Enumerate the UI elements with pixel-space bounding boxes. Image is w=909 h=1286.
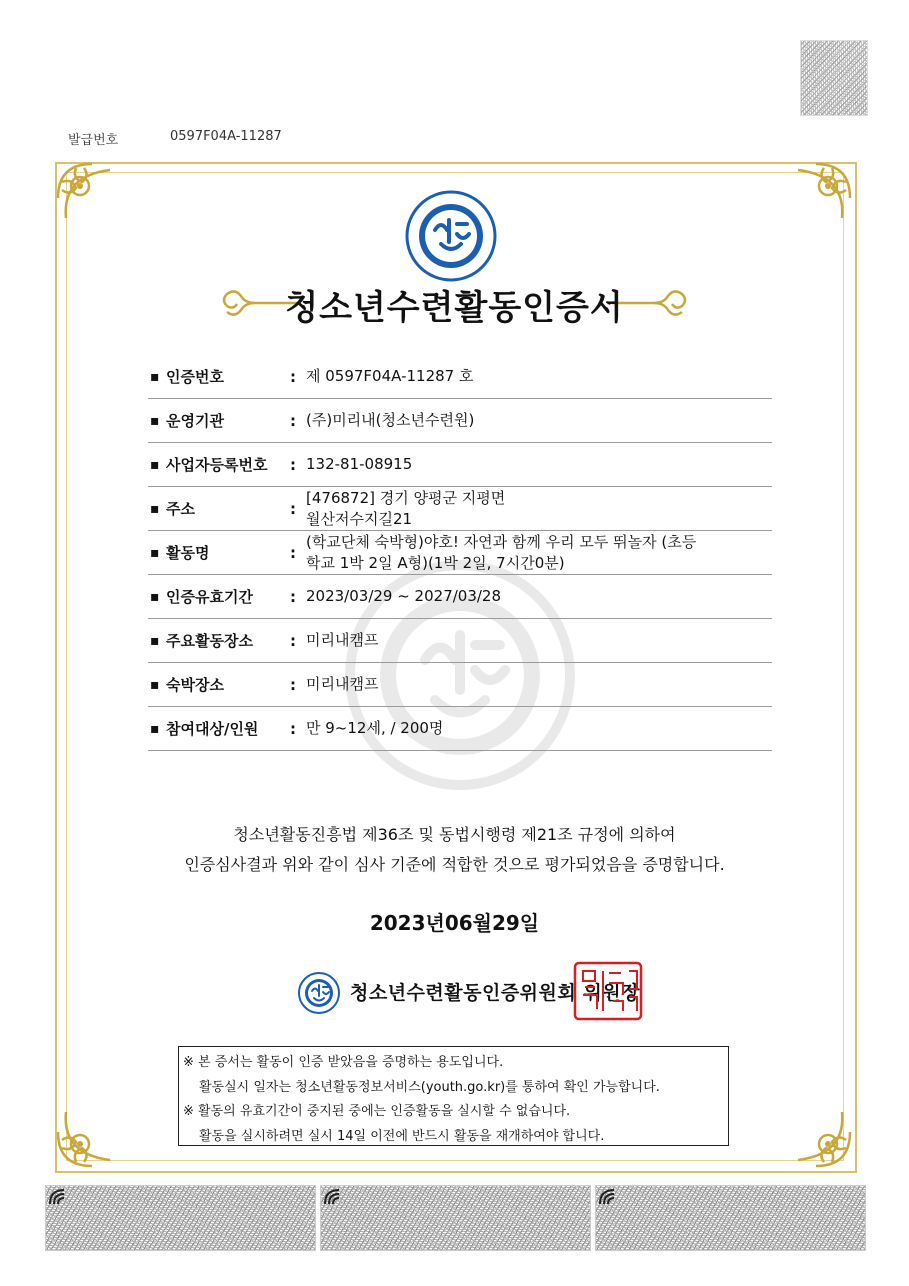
field-label: 운영기관 xyxy=(166,412,224,430)
info-row xyxy=(148,487,772,531)
field-value-line: 월산저수지길21 xyxy=(306,509,413,528)
colon-separator: : xyxy=(290,367,296,386)
certification-statement xyxy=(0,820,909,880)
bullet-icon: ▪ xyxy=(150,544,160,561)
certificate-title: 청소년수련활동인증서 xyxy=(285,288,624,328)
certificate-info-table xyxy=(148,355,772,751)
info-row xyxy=(148,575,772,619)
colon-separator: : xyxy=(290,587,296,606)
bullet-icon: ▪ xyxy=(150,720,160,737)
field-value-line: [476872] 경기 양평군 지평면 xyxy=(306,488,506,507)
notice-line: ※ 활동의 유효기간이 중지된 중에는 인증활동을 실시할 수 없습니다. xyxy=(183,1104,571,1119)
field-value: 만 9~12세, / 200명 xyxy=(306,719,444,737)
field-label: 숙박장소 xyxy=(166,676,224,694)
corner-ornament-icon xyxy=(52,1096,128,1172)
issue-number-value: 0597F04A-11287 xyxy=(170,129,282,144)
notice-box xyxy=(178,1046,729,1146)
colon-separator: : xyxy=(290,499,296,518)
info-row xyxy=(148,443,772,487)
certification-seal-icon xyxy=(405,190,497,282)
field-value: 미리내캠프 xyxy=(306,675,379,693)
field-value: 132-81-08915 xyxy=(306,455,413,473)
field-label: 참여대상/인원 xyxy=(166,720,259,738)
bullet-icon: ▪ xyxy=(150,500,160,517)
committee-logo-icon xyxy=(298,972,340,1014)
bullet-icon: ▪ xyxy=(150,456,160,473)
qr-code-icon xyxy=(800,40,868,116)
statement-line: 청소년활동진흥법 제36조 및 동법시행령 제21조 규정에 의하여 xyxy=(233,825,676,844)
info-row xyxy=(148,355,772,399)
field-value: 2023/03/29 ~ 2027/03/28 xyxy=(306,587,502,605)
colon-separator: : xyxy=(290,631,296,650)
colon-separator: : xyxy=(290,411,296,430)
field-value: 미리내캠프 xyxy=(306,631,379,649)
notice-line: 활동실시 일자는 청소년활동정보서비스(youth.go.kr)를 통하여 확인 가능합니다. xyxy=(199,1079,660,1095)
info-row xyxy=(148,531,772,575)
colon-separator: : xyxy=(290,455,296,474)
issue-number-label: 발급번호 xyxy=(68,133,119,148)
issue-date: 2023년06월29일 xyxy=(369,911,540,935)
info-row xyxy=(148,707,772,751)
field-value xyxy=(306,488,772,530)
bullet-icon: ▪ xyxy=(150,368,160,385)
field-value-line: 학교 1박 2일 A형)(1박 2일, 7시간0분) xyxy=(306,553,565,572)
corner-ornament-icon xyxy=(780,158,856,234)
field-label: 사업자등록번호 xyxy=(166,456,268,474)
security-barcode-icon xyxy=(320,1185,591,1251)
field-label: 인증유효기간 xyxy=(166,588,253,606)
info-row xyxy=(148,399,772,443)
statement-line: 인증심사결과 위와 같이 심사 기준에 적합한 것으로 평가되었음을 증명합니다. xyxy=(184,855,725,874)
field-value: 제 0597F04A-11287 호 xyxy=(306,367,474,385)
security-barcode-icon xyxy=(45,1185,316,1251)
corner-ornament-icon xyxy=(52,158,128,234)
colon-separator: : xyxy=(290,719,296,738)
notice-line: 활동을 실시하려면 실시 14일 이전에 반드시 활동을 재개하여야 합니다. xyxy=(199,1128,605,1144)
field-label: 인증번호 xyxy=(166,368,224,386)
bullet-icon: ▪ xyxy=(150,676,160,693)
notice-line: ※ 본 증서는 활동이 인증 받았음을 증명하는 용도입니다. xyxy=(183,1055,504,1070)
official-stamp-icon xyxy=(573,961,643,1021)
info-row xyxy=(148,619,772,663)
field-value: (주)미리내(청소년수련원) xyxy=(306,411,475,429)
field-value xyxy=(306,532,772,574)
bullet-icon: ▪ xyxy=(150,588,160,605)
field-value-line: (학교단체 숙박형)야호! 자연과 함께 우리 모두 뛰놀자 (초등 xyxy=(306,532,697,551)
info-row xyxy=(148,663,772,707)
field-label: 주소 xyxy=(166,500,195,518)
colon-separator: : xyxy=(290,543,296,562)
security-barcode-icon xyxy=(595,1185,866,1251)
corner-ornament-icon xyxy=(780,1096,856,1172)
field-label: 주요활동장소 xyxy=(166,632,253,650)
issuer-name: 청소년수련활동인증위원회 위원장 xyxy=(350,982,640,1004)
bullet-icon: ▪ xyxy=(150,632,160,649)
certificate-title-wrap xyxy=(0,286,909,330)
colon-separator: : xyxy=(290,675,296,694)
bullet-icon: ▪ xyxy=(150,412,160,429)
field-label: 활동명 xyxy=(166,544,210,562)
